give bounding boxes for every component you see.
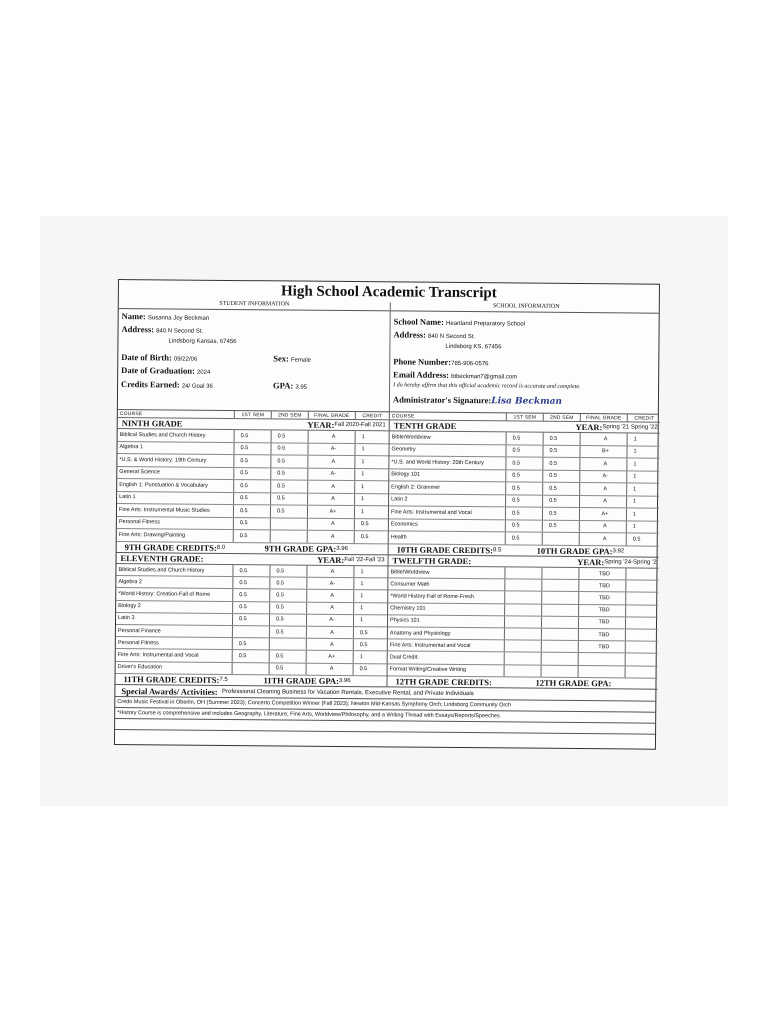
ninth-final-grade: A <box>307 493 354 505</box>
tenth-sem2-credit: 0.5 <box>542 520 579 532</box>
sex-label: Sex: <box>273 353 289 364</box>
tenth-course-credit: 1 <box>626 446 660 458</box>
twelfth-sem2-credit <box>541 653 578 665</box>
twelfth-final-grade: TBD <box>578 641 625 653</box>
email-value: btbeckman7@gmail.com <box>451 373 518 381</box>
student-info-header: STUDENT INFORMATION <box>219 300 290 308</box>
ninth-header-sem1: 1ST SEM <box>234 411 271 418</box>
twelfth-sem1-credit <box>504 567 541 579</box>
tenth-course-name: Fine Arts: Instrumental and Vocal <box>390 509 472 516</box>
graduation-label: Date of Graduation: <box>121 365 195 376</box>
tenth-course-name: Biology 101 <box>391 471 421 478</box>
ninth-final-grade: A <box>308 431 355 443</box>
ninth-course-name: General Science <box>119 469 161 476</box>
tenth-final-grade: A <box>580 433 627 445</box>
tenth-sem1-credit: 0.5 <box>505 482 542 494</box>
twelfth-course-credit <box>625 642 659 653</box>
ninth-course-name: English 1: Punctuation & Vocabulary <box>119 481 208 489</box>
eleventh-gpa <box>261 675 386 686</box>
tenth-sem1-credit: 0.5 <box>505 520 542 532</box>
twelfth-final-grade <box>578 653 625 665</box>
twelfth-sem2-credit <box>541 665 578 677</box>
tenth-credits-label: 10TH GRADE CREDITS: <box>396 543 494 555</box>
eleventh-final-grade: A <box>306 590 353 602</box>
twelfth-course-credit <box>625 568 659 579</box>
ninth-course-name: Fine Arts: Instrumental Music Studies <box>118 506 210 514</box>
ninth-sem2-credit: 0.5 <box>270 480 307 492</box>
eleventh-year <box>247 554 388 565</box>
twelfth-course-name: Anatomy and Physiology <box>389 629 451 637</box>
twelfth-final-grade: TBD <box>578 580 625 592</box>
tenth-sem1-credit: 0.5 <box>506 432 543 444</box>
eleventh-year-value: Fall '22-Fall '23 <box>344 556 385 564</box>
ninth-course-name: *U.S. & World History: 19th Century <box>119 456 207 464</box>
grades-9-10 <box>117 410 660 558</box>
eleventh-sem1-credit: 0.5 <box>232 577 269 589</box>
graduation-value: 2024 <box>196 369 211 376</box>
ninth-final-grade: A <box>307 456 354 468</box>
twelfth-sem1-credit <box>504 580 541 592</box>
eleventh-course-name: Algebra 2 <box>118 578 142 586</box>
eleventh-final-grade: A <box>306 663 353 675</box>
eleventh-sem1-credit <box>232 663 269 675</box>
tenth-sem2-credit: 0.5 <box>542 483 579 495</box>
twelfth-course-name: Dual Credit: <box>389 654 419 661</box>
tenth-grade-title: TENTH GRADE <box>393 420 457 431</box>
eleventh-course-credit: 1 <box>353 578 387 589</box>
administrator-signature: Lisa Beckman <box>491 396 563 407</box>
tenth-sem2-credit: 0.5 <box>542 470 579 482</box>
tenth-sem2-credit: 0.5 <box>543 433 580 445</box>
twelfth-credits-label: 12TH GRADE CREDITS: <box>395 676 492 688</box>
student-info <box>118 309 390 411</box>
twelfth-final-grade <box>578 666 625 678</box>
tenth-sem2-credit: 0.5 <box>542 445 579 457</box>
ninth-header-course: COURSE <box>119 410 143 417</box>
eleventh-final-grade: A+ <box>306 651 353 663</box>
tenth-course-name: Economics <box>390 521 418 528</box>
school-name: Heartland Preparatory School <box>446 320 526 328</box>
tenth-course-credit: 1 <box>626 508 660 520</box>
address-label: Address: <box>121 324 155 335</box>
ninth-final-grade: A <box>307 531 354 543</box>
ninth-header-sem2: 2ND SEM <box>271 411 308 418</box>
eleventh-final-grade: A <box>306 639 353 651</box>
eleventh-year-label: YEAR: <box>317 554 345 565</box>
ninth-sem1-credit: 0.5 <box>233 480 270 492</box>
ninth-final-grade: A- <box>307 443 354 455</box>
eleventh-course-credit: 1 <box>353 615 387 626</box>
tenth-gpa-label: 10TH GRADE GPA: <box>536 545 613 556</box>
twelfth-final-grade: TBD <box>578 617 625 629</box>
ninth-final-grade: A <box>307 481 354 493</box>
ninth-course-credit: 1 <box>354 506 388 518</box>
tenth-sem1-credit: 0.5 <box>505 445 542 457</box>
twelfth-course-name: Format Writing/Creative Writing <box>389 666 467 674</box>
twelfth-course-credit <box>625 654 659 665</box>
ninth-sem2-credit: 0.5 <box>270 468 307 480</box>
tenth-final-grade: A <box>579 496 626 508</box>
affirmation-text: I do hereby affirm that this official academic record is accurate and complete. <box>393 382 581 391</box>
tenth-sem2-credit: 0.5 <box>542 495 579 507</box>
twelfth-course-credit <box>625 593 659 604</box>
awards-line1: Professional Cleaning Business for Vacation Rentals, Executive Rental, and Private Individuals <box>222 688 474 697</box>
eleventh-sem1-credit: 0.5 <box>232 638 269 650</box>
ninth-sem1-credit: 0.5 <box>233 518 270 530</box>
ninth-credits-label: 9TH GRADE CREDITS: <box>124 541 217 553</box>
twelfth-grade-title: TWELFTH GRADE: <box>392 555 472 567</box>
ninth-sem1-credit: 0.5 <box>233 505 270 517</box>
tenth-final-grade: A <box>579 521 626 533</box>
grades-11-12 <box>115 553 658 690</box>
ninth-course-name: Algebra 1 <box>119 444 144 451</box>
dob-label: Date of Birth: <box>121 352 172 363</box>
credits-earned-value: 24/ Goal 36 <box>181 383 213 390</box>
ninth-course-credit: 1 <box>355 431 389 443</box>
school-address-line2: Lindsborg KS, 67456 <box>445 343 502 351</box>
tenth-final-grade: A+ <box>579 508 626 520</box>
twelfth-sem2-credit <box>541 592 578 604</box>
eleventh-course-name: Biblical Studies and Church History <box>118 566 205 574</box>
tenth-header-sem2: 2ND SEM <box>543 414 580 421</box>
ninth-course-credit: 1 <box>354 469 388 481</box>
eleventh-course-credit: 1 <box>353 603 387 614</box>
tenth-sem1-credit: 0.5 <box>505 457 542 469</box>
eleventh-sem1-credit: 0.5 <box>232 602 269 614</box>
school-address-line1: 840 N Second St. <box>428 333 476 341</box>
eleventh-sem2-credit: 0.5 <box>269 602 306 614</box>
twelfth-sem1-credit <box>504 665 541 677</box>
awards-line2: Credo Music Festival in Oberlin, OH (Summer 2023); Concerto Competition Winner (Fall 2023); Newton Mid-Kansas Symphony Orch; Lindsborg Community Orch <box>117 699 512 709</box>
eleventh-course-name: Driver's Education <box>117 664 163 671</box>
ninth-course-credit: 1 <box>354 456 388 468</box>
signature-label: Administrator's Signature: <box>392 394 492 406</box>
tenth-course-name: English 2: Grammer <box>391 484 441 491</box>
transcript-document <box>114 279 660 750</box>
school-info <box>389 311 662 413</box>
eleventh-sem2-credit: 0.5 <box>269 578 306 590</box>
tenth-header-course: COURSE <box>391 412 415 420</box>
ninth-final-grade: A- <box>307 468 354 480</box>
ninth-course-credit: 1 <box>354 444 388 456</box>
twelfth-sem2-credit <box>541 617 578 629</box>
twelfth-sem1-credit <box>504 592 541 604</box>
tenth-course-credit: 1 <box>626 496 660 508</box>
eleventh-course-credit: 0.5 <box>353 627 387 638</box>
ninth-course-name: Biblical Studies and Church History <box>119 431 206 439</box>
eleventh-course-credit: 1 <box>353 566 387 577</box>
eleventh-sem1-credit: 0.5 <box>232 565 269 577</box>
eleventh-gpa-label: 11TH GRADE GPA: <box>263 675 339 686</box>
ninth-sem2-credit: 0.5 <box>270 493 307 505</box>
ninth-gpa <box>263 543 388 554</box>
tenth-course-credit: 1 <box>626 471 660 483</box>
tenth-credits <box>395 544 535 555</box>
twelfth-sem1-credit <box>504 604 541 616</box>
twelfth-course-name: Chemistry 101 <box>390 605 426 612</box>
ninth-gpa-value: 3.96 <box>336 545 348 552</box>
tenth-final-grade: B+ <box>579 446 626 458</box>
tenth-final-grade: A <box>579 458 626 470</box>
tenth-course-credit: 0.5 <box>626 533 660 545</box>
eleventh-grade-table <box>115 553 387 687</box>
sex-value: Female <box>290 357 312 364</box>
ninth-course-credit: 0.5 <box>354 531 388 543</box>
tenth-course-credit: 1 <box>626 483 660 495</box>
ninth-course-name: Latin 1 <box>119 494 136 501</box>
tenth-final-grade: A- <box>579 471 626 483</box>
twelfth-year <box>519 557 660 568</box>
eleventh-sem1-credit <box>232 626 269 638</box>
eleventh-sem2-credit: 0.5 <box>269 651 306 663</box>
twelfth-gpa-label: 12TH GRADE GPA: <box>535 677 612 689</box>
ninth-course-credit: 0.5 <box>354 519 388 531</box>
tenth-sem2-credit: 0.5 <box>542 458 579 470</box>
eleventh-course-name: *World History: Creation-Fall of Rome <box>118 590 211 598</box>
tenth-header-credit: CREDIT <box>627 414 661 421</box>
gpa-label: GPA: <box>273 380 294 391</box>
eleventh-sem2-credit: 0.5 <box>269 590 306 602</box>
ninth-header-credit: CREDIT <box>355 412 389 419</box>
ninth-year-label: YEAR: <box>307 419 335 430</box>
twelfth-sem2-credit <box>541 641 578 653</box>
awards-label: Special Awards/ Activities: <box>121 685 218 697</box>
page-title: High School Academic Transcript <box>280 283 497 302</box>
twelfth-final-grade: TBD <box>578 605 625 617</box>
eleventh-final-grade: A <box>306 602 353 614</box>
eleventh-sem2-credit: 0.5 <box>269 614 306 626</box>
twelfth-grade-table <box>386 555 658 689</box>
ninth-final-grade: A+ <box>307 506 354 518</box>
tenth-sem1-credit: 0.5 <box>505 507 542 519</box>
eleventh-final-grade: A- <box>306 578 353 590</box>
eleventh-course-name: Biology 2 <box>118 603 141 610</box>
twelfth-sem2-credit <box>541 604 578 616</box>
tenth-sem1-credit: 0.5 <box>505 470 542 482</box>
eleventh-course-name: Latin 3 <box>118 615 135 622</box>
twelfth-course-name: *World History:Fall of Rome-Fresh <box>390 593 474 601</box>
ninth-gpa-label: 9TH GRADE GPA: <box>264 542 337 554</box>
ninth-sem1-credit: 0.5 <box>233 468 270 480</box>
twelfth-course-credit <box>625 581 659 592</box>
twelfth-final-grade: TBD <box>578 592 625 604</box>
eleventh-gpa-value: 3.96 <box>338 677 351 684</box>
ninth-sem1-credit: 0.5 <box>233 530 270 542</box>
tenth-year-label: YEAR: <box>575 421 603 433</box>
eleventh-course-name: Personal Finance <box>117 627 161 634</box>
eleventh-credits-label: 11TH GRADE CREDITS: <box>123 673 220 685</box>
eleventh-course-credit: 1 <box>353 651 387 662</box>
tenth-final-grade: A <box>579 483 626 495</box>
student-name: Susanna Joy Beckman <box>147 315 210 322</box>
tenth-year <box>520 422 661 433</box>
tenth-course-name: *U.S. and World History: 20th Century <box>391 459 484 466</box>
ninth-credits-value: 8.0 <box>216 544 226 551</box>
tenth-sem1-credit: 0.5 <box>505 495 542 507</box>
twelfth-course-name: Physics 101 <box>390 617 420 625</box>
tenth-course-name: Bible/Worldview <box>391 434 431 441</box>
eleventh-final-grade: A <box>306 627 353 639</box>
tenth-course-name: Geometry <box>391 446 416 453</box>
ninth-course-name: Personal Fitness <box>118 519 160 526</box>
ninth-sem2-credit <box>270 530 307 542</box>
twelfth-year-value: Spring '24-Spring '2 <box>604 559 657 566</box>
eleventh-final-grade: A- <box>306 614 353 626</box>
ninth-year <box>248 419 389 430</box>
ninth-year-value: Fall 2020-Fall 2021 <box>334 421 386 429</box>
eleventh-sem2-credit: 0.5 <box>269 565 306 577</box>
tenth-course-credit: 1 <box>627 433 661 445</box>
ninth-sem2-credit: 0.5 <box>270 455 307 467</box>
tenth-course-credit: 1 <box>626 458 660 470</box>
ninth-sem1-credit: 0.5 <box>233 443 270 455</box>
gpa-value: 3.95 <box>295 384 308 391</box>
tenth-year-value: Spring '21 Spring '22 <box>602 424 658 431</box>
tenth-header-final: FINAL GRADE <box>580 414 627 421</box>
ninth-sem2-credit: 0.5 <box>270 505 307 517</box>
tenth-header-sem1: 1ST SEM <box>506 413 543 420</box>
twelfth-sem2-credit <box>541 580 578 592</box>
tenth-course-name: Latin 2 <box>391 496 408 503</box>
tenth-sem2-credit: 0.5 <box>542 508 579 520</box>
tenth-final-grade: A <box>579 533 626 545</box>
twelfth-sem1-credit <box>504 653 541 665</box>
ninth-grade-table <box>117 410 389 555</box>
twelfth-year-label: YEAR: <box>577 557 605 568</box>
ninth-final-grade: A <box>307 518 354 530</box>
history-note: *History Course is comprehensive and includes Geography, Literature, Fine Arts, Worldview/Philosophy, and a Writing Thread with Essays/Reports/Speeches <box>117 710 500 720</box>
name-label: Name: <box>121 311 146 322</box>
twelfth-sem1-credit <box>504 616 541 628</box>
ninth-sem2-credit: 0.5 <box>271 430 308 442</box>
ninth-header-final: FINAL GRADE <box>308 412 355 419</box>
school-info-header: SCHOOL INFORMATION <box>390 302 662 312</box>
tenth-course-name: Health <box>390 534 407 541</box>
tenth-gpa-value: 3.92 <box>612 547 625 554</box>
twelfth-sem2-credit <box>541 568 578 580</box>
twelfth-gpa <box>533 677 658 688</box>
twelfth-final-grade: TBD <box>578 568 625 580</box>
phone-value: 785-906-0576 <box>451 360 489 368</box>
ninth-sem1-credit: 0.5 <box>234 430 271 442</box>
eleventh-sem1-credit: 0.5 <box>232 614 269 626</box>
eleventh-credits-value: 7.5 <box>219 676 228 683</box>
ninth-sem1-credit: 0.5 <box>233 455 270 467</box>
student-address-line1: 840 N Second St. <box>156 328 204 335</box>
ninth-sem2-credit: 0.5 <box>270 443 307 455</box>
eleventh-course-name: Personal Fitness <box>117 639 159 647</box>
tenth-course-credit: 1 <box>626 521 660 533</box>
twelfth-course-credit <box>625 605 659 616</box>
twelfth-course-name: Fine Arts: Instrumental and Vocal <box>389 642 471 649</box>
twelfth-final-grade: TBD <box>578 629 625 641</box>
twelfth-course-credit <box>625 666 659 677</box>
phone-label: Phone Number: <box>393 356 452 367</box>
eleventh-course-credit: 1 <box>353 590 387 601</box>
tenth-credits-value: 8.5 <box>492 546 502 553</box>
credits-earned-label: Credits Earned: <box>121 379 180 390</box>
student-address-line2: Lindsborg Kansas, 67456 <box>168 338 237 346</box>
tenth-sem1-credit: 0.5 <box>505 532 542 544</box>
twelfth-course-name: Consumer Math <box>390 581 430 588</box>
twelfth-course-credit <box>625 629 659 640</box>
twelfth-credits <box>393 676 533 687</box>
twelfth-sem1-credit <box>504 641 541 653</box>
email-label: Email Address: <box>393 369 450 380</box>
ninth-sem2-credit <box>270 518 307 530</box>
ninth-course-credit: 1 <box>354 494 388 506</box>
twelfth-course-credit <box>625 617 659 628</box>
school-address-label: Address: <box>393 329 427 340</box>
tenth-gpa <box>535 545 660 556</box>
eleventh-sem2-credit: 0.5 <box>269 663 306 675</box>
dob-value: 09/22/06 <box>173 356 198 363</box>
tenth-grade-table <box>388 412 660 557</box>
eleventh-course-credit: 0.5 <box>353 664 387 675</box>
tenth-sem2-credit <box>542 533 579 545</box>
ninth-course-name: Fine Arts: Drawing/Painting <box>118 531 186 539</box>
ninth-course-credit: 1 <box>354 481 388 493</box>
eleventh-sem2-credit: 0.5 <box>269 626 306 638</box>
eleventh-grade-title: ELEVENTH GRADE: <box>120 553 204 564</box>
school-name-label: School Name: <box>393 316 444 327</box>
eleventh-course-credit: 0.5 <box>353 639 387 650</box>
ninth-credits <box>123 542 263 553</box>
eleventh-sem1-credit: 0.5 <box>232 650 269 662</box>
eleventh-course-name: Fine Arts: Instrumental and Vocal <box>117 651 199 659</box>
ninth-sem1-credit: 0.5 <box>233 493 270 505</box>
twelfth-sem2-credit <box>541 629 578 641</box>
eleventh-sem2-credit <box>269 639 306 651</box>
twelfth-sem1-credit <box>504 628 541 640</box>
eleventh-sem1-credit: 0.5 <box>232 589 269 601</box>
eleventh-credits <box>121 674 261 685</box>
twelfth-course-name: Bible/Worldview <box>390 568 430 576</box>
eleventh-final-grade: A <box>306 566 353 578</box>
ninth-grade-title: NINTH GRADE <box>121 418 183 429</box>
